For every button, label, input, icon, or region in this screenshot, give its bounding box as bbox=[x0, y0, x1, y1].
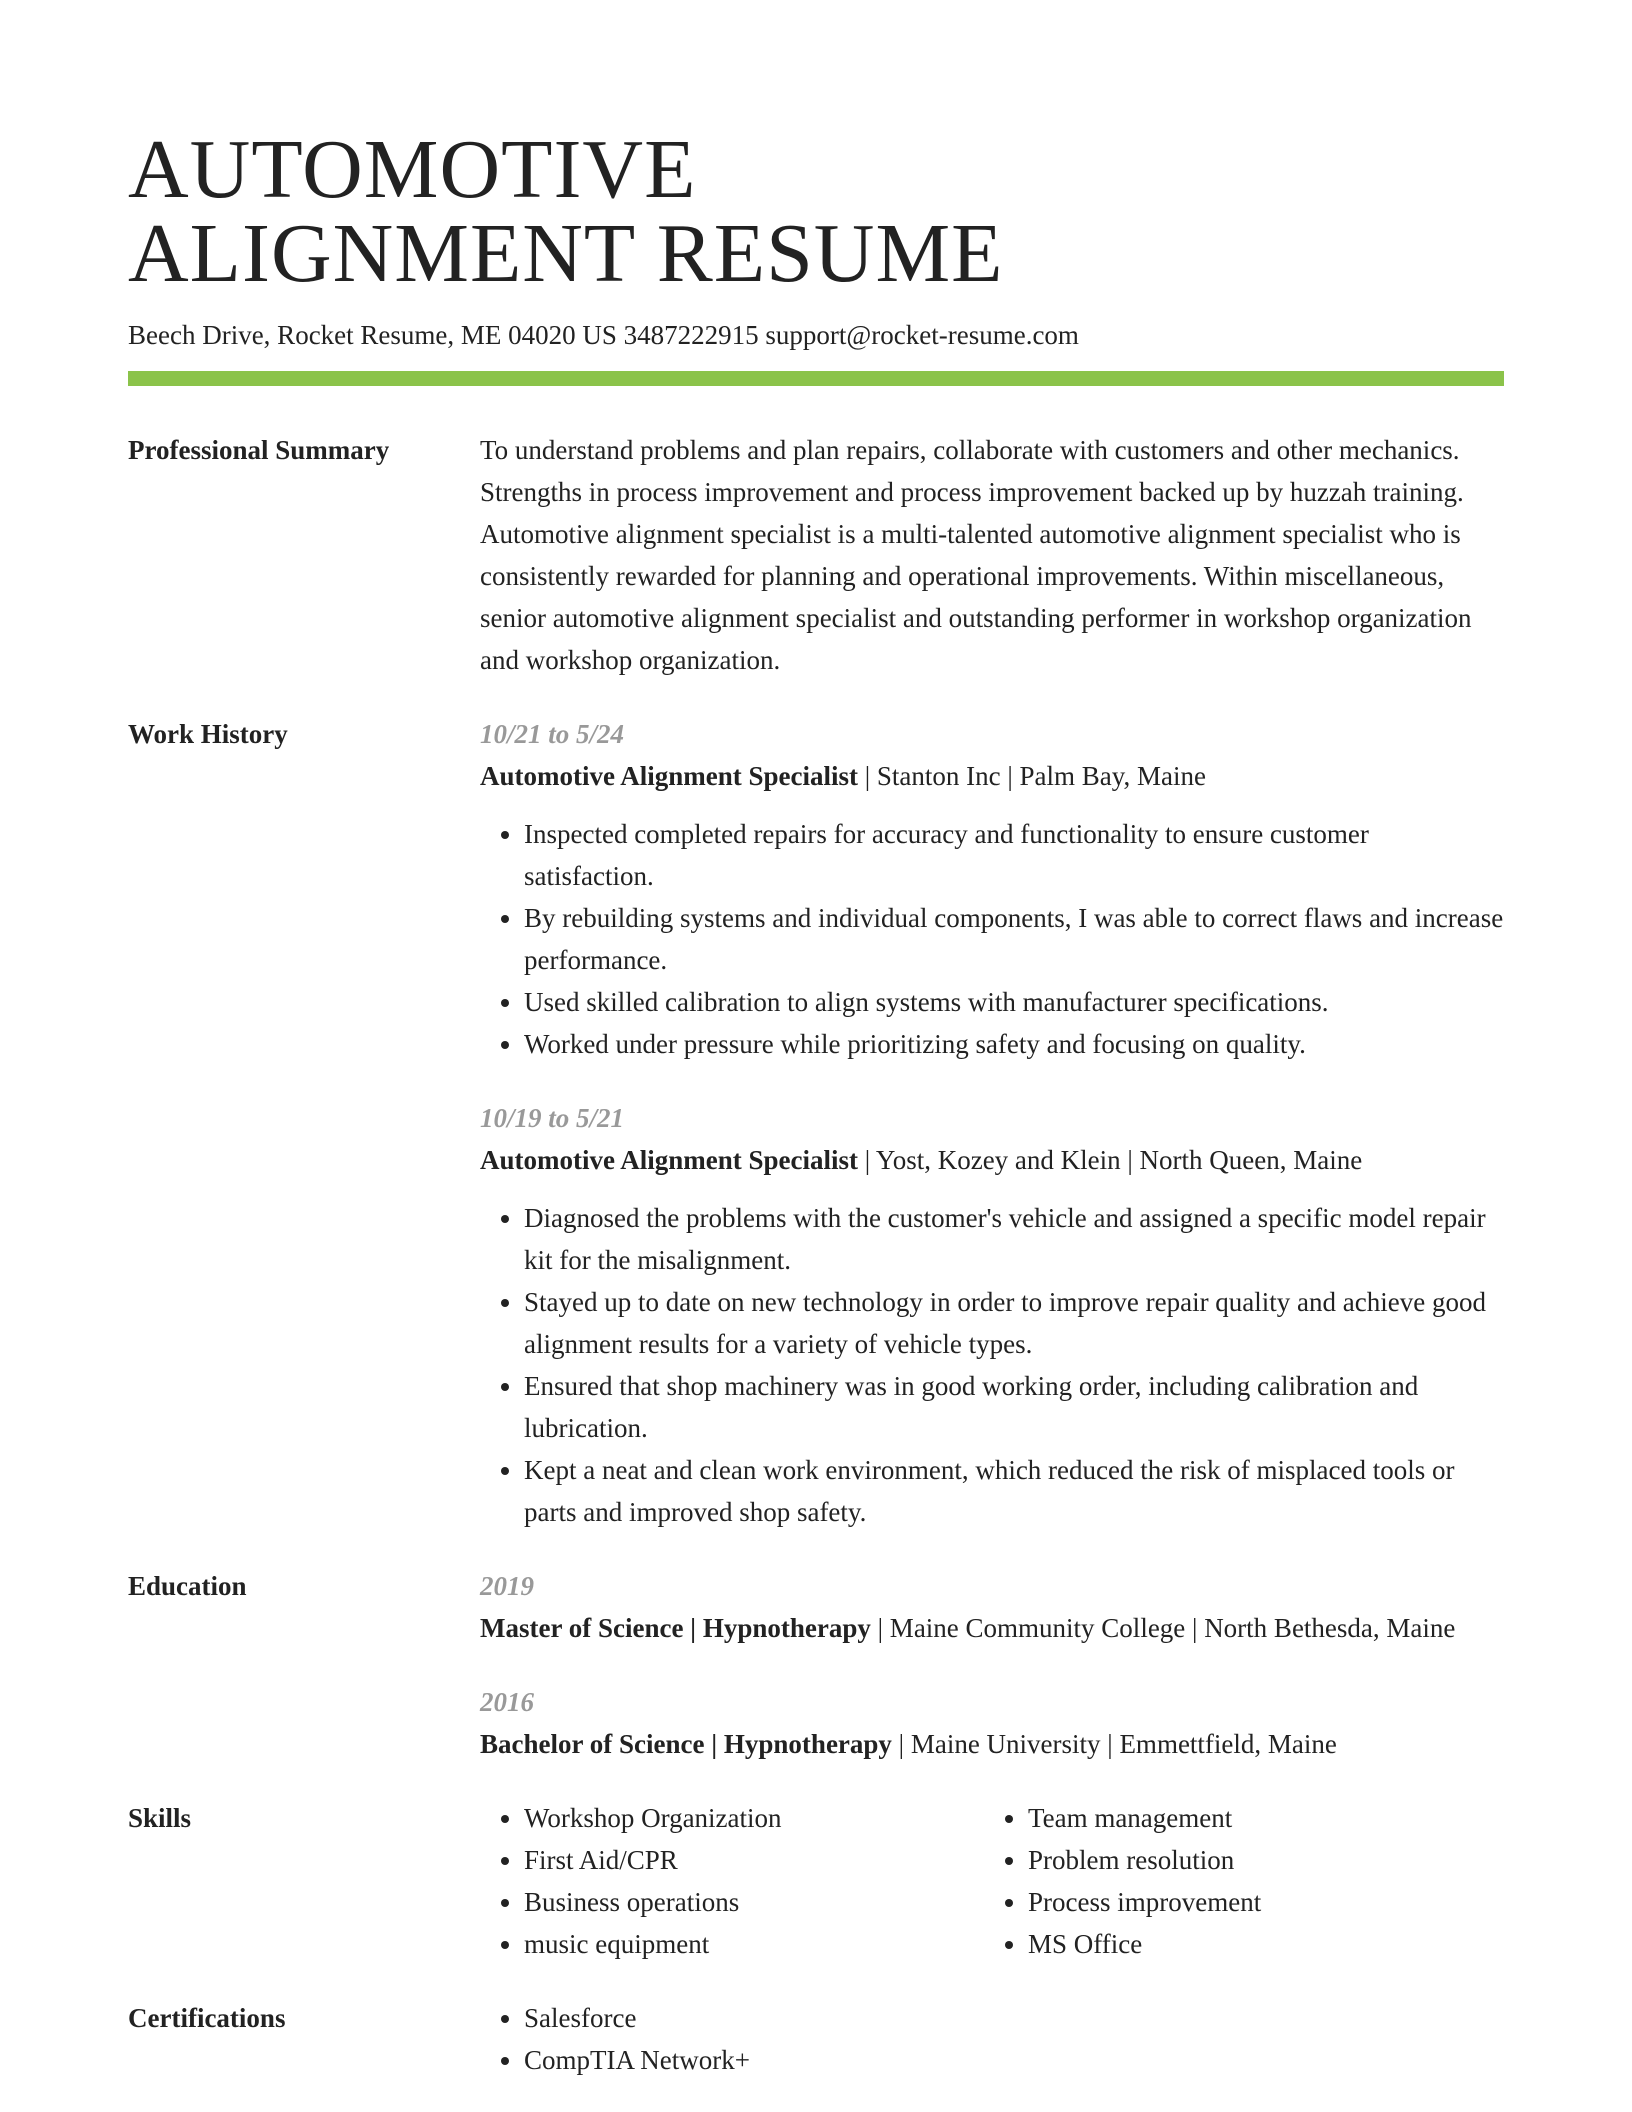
skill-item: • MS Office bbox=[1028, 1923, 1488, 1965]
certifications-section bbox=[128, 1997, 1504, 2081]
job-bullet: • Stayed up to date on new technology in order to improve repair quality and achieve good alignment results for a variety of vehicle types. bbox=[524, 1281, 1504, 1365]
certification-item: • Salesforce bbox=[524, 1997, 1504, 2039]
certifications-body bbox=[480, 1997, 1504, 2081]
work-history-body bbox=[480, 713, 1504, 1533]
skill-item: • Problem resolution bbox=[1028, 1839, 1488, 1881]
skills-column-1 bbox=[480, 1797, 984, 1965]
resume-title bbox=[128, 123, 1504, 300]
job-bullet: • By rebuilding systems and individual components, I was able to correct flaws and increase performance. bbox=[524, 897, 1504, 981]
degree: Bachelor of Science | Hypnotherapy bbox=[480, 1729, 892, 1759]
education-heading bbox=[480, 1723, 1504, 1765]
accent-divider bbox=[128, 371, 1504, 386]
job-bullet: • Inspected completed repairs for accuracy and functionality to ensure customer satisfaction. bbox=[524, 813, 1504, 897]
job-bullets bbox=[480, 813, 1504, 1065]
job-details: | Yost, Kozey and Klein | North Queen, Maine bbox=[858, 1145, 1363, 1175]
education-entry bbox=[480, 1681, 1504, 1765]
education-heading bbox=[480, 1607, 1504, 1649]
job-entry bbox=[480, 1097, 1504, 1533]
school-details: | Maine University | Emmettfield, Maine bbox=[891, 1729, 1337, 1759]
skill-item: • Workshop Organization bbox=[524, 1797, 984, 1839]
skill-item: • music equipment bbox=[524, 1923, 984, 1965]
summary-section bbox=[128, 429, 1504, 681]
title-line-2: ALIGNMENT RESUME bbox=[128, 207, 1004, 300]
education-year: 2016 bbox=[480, 1687, 534, 1717]
job-bullet: • Used skilled calibration to align systems with manufacturer specifications. bbox=[524, 981, 1504, 1023]
job-dates: 10/19 to 5/21 bbox=[480, 1103, 625, 1133]
degree: Master of Science | Hypnotherapy bbox=[480, 1613, 871, 1643]
job-entry bbox=[480, 713, 1504, 1065]
skills-body bbox=[480, 1797, 1504, 1965]
certifications-list bbox=[480, 1997, 1504, 2081]
section-label-skills: Skills bbox=[128, 1803, 192, 1833]
job-title: Automotive Alignment Specialist bbox=[480, 1145, 858, 1175]
skills-section bbox=[128, 1797, 1504, 1965]
skill-item: • First Aid/CPR bbox=[524, 1839, 984, 1881]
job-bullet: • Worked under pressure while prioritizing safety and focusing on quality. bbox=[524, 1023, 1504, 1065]
certification-item: • CompTIA Network+ bbox=[524, 2039, 1504, 2081]
education-entry bbox=[480, 1565, 1504, 1649]
job-bullet: • Kept a neat and clean work environment, which reduced the risk of misplaced tools or parts and improved shop safety. bbox=[524, 1449, 1504, 1533]
section-label-certifications: Certifications bbox=[128, 2003, 286, 2033]
job-bullet: • Ensured that shop machinery was in good working order, including calibration and lubrication. bbox=[524, 1365, 1504, 1449]
job-bullets bbox=[480, 1197, 1504, 1533]
job-title: Automotive Alignment Specialist bbox=[480, 761, 858, 791]
work-history-section bbox=[128, 713, 1504, 1533]
education-year: 2019 bbox=[480, 1571, 534, 1601]
resume-page bbox=[128, 123, 1504, 2081]
section-label-work: Work History bbox=[128, 719, 288, 749]
skill-item: • Team management bbox=[1028, 1797, 1488, 1839]
title-line-1: AUTOMOTIVE bbox=[128, 123, 697, 216]
education-body bbox=[480, 1565, 1504, 1765]
summary-text: To understand problems and plan repairs, collaborate with customers and other mechanics. Strengths in process improvement and process improvement backed up by huzzah training. Automotive alignment specialist is a multi-talented automotive alignment specialist who is consistently rewarded for planning and operational improvements. Within miscellaneous, senior automotive alignment specialist and outstanding performer in workshop organization and workshop organization. bbox=[480, 435, 1472, 675]
skills-column-2 bbox=[984, 1797, 1488, 1965]
skill-item: • Process improvement bbox=[1028, 1881, 1488, 1923]
education-section bbox=[128, 1565, 1504, 1765]
job-heading bbox=[480, 755, 1504, 797]
section-label-summary: Professional Summary bbox=[128, 435, 390, 465]
job-bullet: • Diagnosed the problems with the customer's vehicle and assigned a specific model repair kit for the misalignment. bbox=[524, 1197, 1504, 1281]
skill-item: • Business operations bbox=[524, 1881, 984, 1923]
section-label-education: Education bbox=[128, 1571, 247, 1601]
job-heading bbox=[480, 1139, 1504, 1181]
job-dates: 10/21 to 5/24 bbox=[480, 719, 625, 749]
school-details: | Maine Community College | North Bethesda, Maine bbox=[870, 1613, 1456, 1643]
job-details: | Stanton Inc | Palm Bay, Maine bbox=[858, 761, 1207, 791]
contact-info: Beech Drive, Rocket Resume, ME 04020 US 3487222915 support@rocket-resume.com bbox=[128, 320, 1079, 350]
